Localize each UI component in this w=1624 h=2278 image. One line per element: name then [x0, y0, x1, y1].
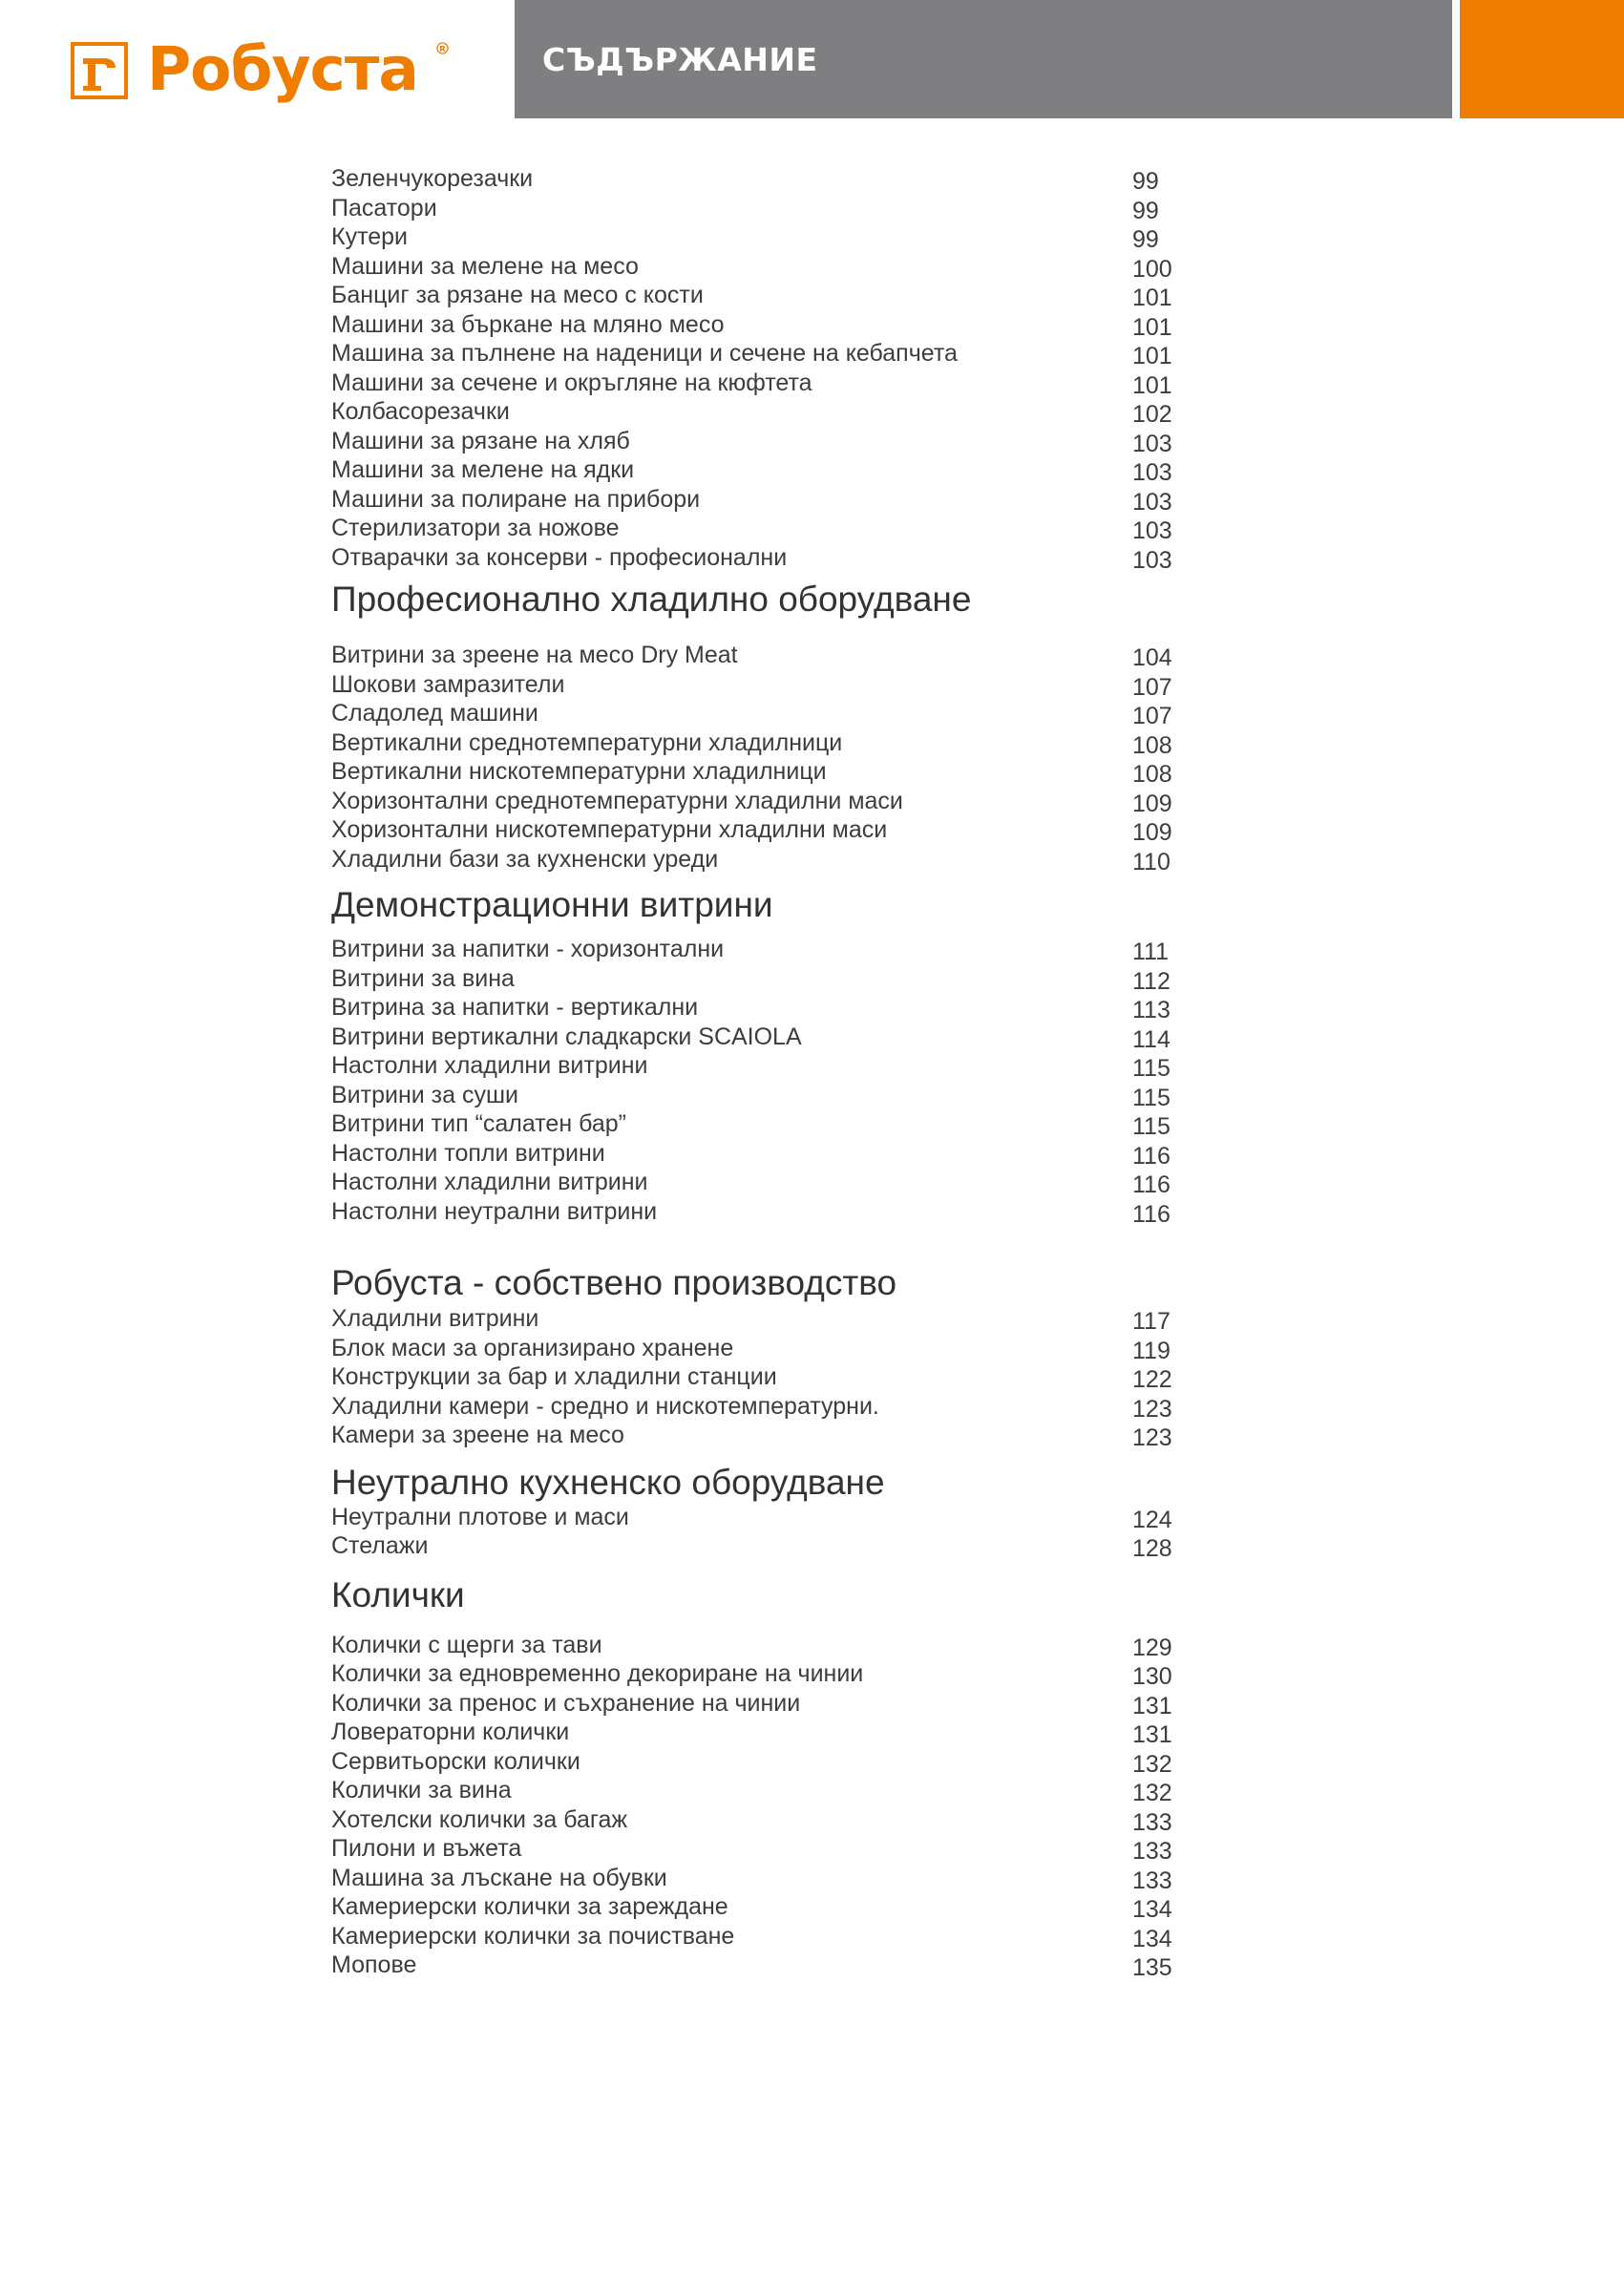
- toc-entry-page: 132: [1132, 1750, 1172, 1778]
- toc-entry-page: 110: [1132, 848, 1171, 875]
- toc-entry[interactable]: [331, 194, 1191, 223]
- toc-entry[interactable]: [331, 1951, 1191, 1980]
- toc-entry[interactable]: [331, 815, 1191, 845]
- toc-entry-title: Сладолед машини: [331, 700, 538, 727]
- toc-entry-title: Витрини вертикални сладкарски SCAIOLA: [331, 1023, 802, 1050]
- toc-entry-title: Хладилни камери - средно и нискотемпературни.: [331, 1392, 879, 1420]
- toc-entry-title: Колички за едновременно декориране на чинии: [331, 1660, 864, 1687]
- toc-entry[interactable]: [331, 1805, 1191, 1835]
- page-title: СЪДЪРЖАНИЕ: [542, 41, 818, 78]
- toc-entry-title: Конструкции за бар и хладилни станции: [331, 1363, 777, 1390]
- toc-entry-title: Витрини за суши: [331, 1081, 519, 1108]
- toc-entry-page: 103: [1132, 517, 1172, 544]
- toc-entry-title: Шокови замразители: [331, 670, 565, 698]
- toc-entry-title: Машини за мелене на месо: [331, 252, 639, 280]
- toc-entry-title: Хладилни бази за кухненски уреди: [331, 845, 719, 873]
- registered-mark-icon: [436, 42, 449, 54]
- toc-entry-page: 107: [1132, 703, 1172, 729]
- toc-entry[interactable]: [331, 728, 1191, 758]
- toc-entry-title: Колбасорезачки: [331, 398, 510, 425]
- toc-entry[interactable]: [331, 993, 1191, 1023]
- toc-entry-title: Витрини за напитки - хоризонтални: [331, 936, 725, 962]
- toc-entry[interactable]: [331, 641, 1191, 670]
- toc-entry[interactable]: [331, 1197, 1191, 1227]
- toc-entry[interactable]: [331, 670, 1191, 700]
- toc-entry-page: 130: [1132, 1663, 1172, 1690]
- toc-entry-title: Машина за лъскане на обувки: [331, 1864, 667, 1891]
- toc-entry[interactable]: [331, 1776, 1191, 1805]
- toc-entry-title: Машини за бъркане на мляно месо: [331, 310, 725, 338]
- section-heading: Колички: [331, 1574, 465, 1614]
- section-heading: Професионално хладилно оборудване: [331, 580, 972, 619]
- toc-entry-page: 135: [1132, 1954, 1172, 1981]
- toc-entry-page: 100: [1132, 255, 1172, 283]
- robusta-r-mark-icon: [71, 42, 128, 99]
- toc-entry-page: 108: [1132, 731, 1172, 759]
- toc-entry-title: Банциг за рязане на месо с кости: [331, 282, 704, 308]
- toc-entry-title: Настолни хладилни витрини: [331, 1052, 648, 1079]
- toc-entry-title: Колички за вина: [331, 1777, 512, 1803]
- logo: [71, 34, 462, 107]
- toc-entry[interactable]: [331, 1362, 1191, 1392]
- toc-entry-title: Зеленчукорезачки: [331, 165, 534, 192]
- toc-entry-page: 103: [1132, 546, 1172, 574]
- toc-entry[interactable]: [331, 1631, 1191, 1660]
- toc-entry-title: Хоризонтални нискотемпературни хладилни маси: [331, 816, 888, 843]
- toc-entry-page: 101: [1132, 285, 1172, 311]
- toc-entry-page: 99: [1132, 197, 1159, 224]
- toc-entry[interactable]: [331, 935, 1191, 964]
- toc-entry[interactable]: [331, 1689, 1191, 1719]
- toc-entry[interactable]: [331, 427, 1191, 456]
- toc-entry[interactable]: [331, 1718, 1191, 1747]
- toc-section: [331, 1575, 1191, 1980]
- toc-entry-page: 134: [1132, 1896, 1172, 1923]
- toc-entry-title: Машини за сечене и окръгляне на кюфтета: [331, 369, 812, 396]
- toc-entry-page: 124: [1132, 1506, 1172, 1533]
- toc-entry-page: 133: [1132, 1867, 1172, 1894]
- toc-entry-page: 101: [1132, 313, 1172, 341]
- toc-entry-page: 129: [1132, 1634, 1172, 1661]
- toc-entry-title: Стерилизатори за ножове: [331, 515, 620, 541]
- toc-entry-page: 117: [1132, 1308, 1171, 1335]
- toc-entry-page: 101: [1132, 343, 1172, 369]
- toc-entry-page: 134: [1132, 1925, 1172, 1952]
- toc-entry-page: 116: [1132, 1171, 1171, 1198]
- toc-entry-page: 104: [1132, 644, 1172, 671]
- section-heading: Демонстрационни витрини: [331, 885, 773, 924]
- toc-entry[interactable]: [331, 1168, 1191, 1197]
- toc-entry[interactable]: [331, 1503, 1191, 1532]
- toc-entry-page: 133: [1132, 1808, 1172, 1836]
- toc-entry[interactable]: [331, 455, 1191, 485]
- toc-entry-page: 111: [1132, 939, 1170, 965]
- toc-entry-title: Хладилни витрини: [331, 1305, 539, 1332]
- toc-entry-page: 103: [1132, 430, 1172, 457]
- toc-entry[interactable]: [331, 1922, 1191, 1951]
- toc-entry-title: Вертикални среднотемпературни хладилници: [331, 728, 843, 756]
- toc-entry-title: Колички с щерги за тави: [331, 1631, 602, 1658]
- toc-entry-page: 115: [1132, 1113, 1171, 1140]
- toc-entry[interactable]: [331, 757, 1191, 787]
- toc-entry-page: 102: [1132, 401, 1172, 428]
- toc-entry-title: Машини за мелене на ядки: [331, 456, 635, 483]
- toc-entry[interactable]: [331, 222, 1191, 252]
- toc-entry-page: 115: [1132, 1055, 1171, 1082]
- toc-entry[interactable]: [331, 1421, 1191, 1450]
- toc-entry-page: 99: [1132, 226, 1159, 253]
- toc-entry[interactable]: [331, 699, 1191, 728]
- toc-entry-page: 99: [1132, 168, 1159, 195]
- toc-entry-page: 103: [1132, 459, 1172, 486]
- toc-entry-title: Пасатори: [331, 194, 437, 221]
- section-heading: Неутрално кухненско оборудване: [331, 1462, 885, 1502]
- toc-entry-title: Настолни хладилни витрини: [331, 1169, 648, 1195]
- toc-entry-page: 122: [1132, 1366, 1172, 1393]
- toc-entry-title: Камериерски колички за почистване: [331, 1922, 735, 1950]
- toc-entry[interactable]: [331, 1659, 1191, 1689]
- toc-entry-title: Сервитьорски колички: [331, 1747, 580, 1775]
- toc-entry-page: 133: [1132, 1838, 1172, 1865]
- header-accent-block: [1460, 0, 1624, 118]
- toc-entry[interactable]: [331, 1747, 1191, 1777]
- toc-entry-title: Витрини за зреене на месо Dry Meat: [331, 642, 738, 668]
- toc-entry-page: 109: [1132, 790, 1172, 817]
- toc-entry-page: 116: [1132, 1200, 1171, 1228]
- toc-entry-title: Неутрални плотове и маси: [331, 1503, 629, 1530]
- toc-entry[interactable]: [331, 1834, 1191, 1864]
- toc-entry[interactable]: [331, 543, 1191, 573]
- toc-entry-title: Настолни топли витрини: [331, 1139, 605, 1167]
- toc-entry[interactable]: [331, 1892, 1191, 1922]
- toc-entry-title: Пилони и въжета: [331, 1835, 522, 1862]
- toc-entry[interactable]: [331, 485, 1191, 515]
- toc-entry-page: 101: [1132, 371, 1172, 399]
- toc-entry[interactable]: [331, 1051, 1191, 1081]
- toc-entry[interactable]: [331, 1392, 1191, 1422]
- toc-entry[interactable]: [331, 1023, 1191, 1052]
- toc-entry-page: 123: [1132, 1395, 1172, 1423]
- toc-entry-page: 115: [1132, 1084, 1171, 1111]
- toc-entry-title: Вертикални нискотемпературни хладилници: [331, 758, 827, 785]
- toc-entry-title: Колички за пренос и съхранение на чинии: [331, 1689, 801, 1717]
- toc-entry-title: Витрина за напитки - вертикални: [331, 994, 699, 1021]
- table-of-contents: [331, 164, 1191, 1980]
- toc-intro-group: [331, 164, 1191, 572]
- toc-entry[interactable]: [331, 252, 1191, 282]
- toc-entry[interactable]: [331, 514, 1191, 543]
- toc-entry-page: 108: [1132, 761, 1172, 788]
- toc-entry[interactable]: [331, 1531, 1191, 1561]
- toc-entry[interactable]: [331, 1304, 1191, 1334]
- toc-entry[interactable]: [331, 397, 1191, 427]
- toc-entry-title: Кутери: [331, 223, 409, 250]
- svg-text:R: R: [439, 43, 446, 53]
- section-heading: Робуста - собствено производство: [331, 1263, 897, 1302]
- toc-entry[interactable]: [331, 845, 1191, 875]
- toc-entry-title: Мопове: [331, 1951, 417, 1978]
- toc-entry[interactable]: [331, 1081, 1191, 1110]
- toc-entry-page: 119: [1132, 1337, 1171, 1364]
- toc-entry-title: Отварачки за консерви - професионални: [331, 543, 788, 571]
- toc-entry-title: Камериерски колички за зареждане: [331, 1893, 728, 1920]
- toc-entry[interactable]: [331, 1864, 1191, 1893]
- toc-entry[interactable]: [331, 1139, 1191, 1169]
- toc-entry[interactable]: [331, 281, 1191, 310]
- toc-entry[interactable]: [331, 787, 1191, 816]
- toc-entry-page: 131: [1132, 1692, 1172, 1719]
- toc-entry-page: 132: [1132, 1780, 1172, 1806]
- toc-entry-page: 123: [1132, 1424, 1172, 1451]
- toc-entry-title: Ловераторни колички: [331, 1719, 570, 1745]
- toc-section: [331, 1263, 1191, 1450]
- toc-entry-title: Камери за зреене на месо: [331, 1422, 624, 1448]
- toc-entry[interactable]: [331, 339, 1191, 369]
- toc-entry[interactable]: [331, 310, 1191, 340]
- toc-entry-title: Стелажи: [331, 1532, 429, 1559]
- toc-entry-page: 116: [1132, 1142, 1171, 1170]
- toc-entry-title: Витрини за вина: [331, 964, 515, 992]
- toc-entry[interactable]: [331, 964, 1191, 994]
- toc-section: [331, 580, 1191, 874]
- toc-entry-page: 107: [1132, 673, 1172, 701]
- toc-section: [331, 885, 1191, 1226]
- toc-entry-title: Машина за пълнене на наденици и сечене на кебапчета: [331, 340, 958, 367]
- toc-entry-page: 131: [1132, 1721, 1172, 1748]
- toc-entry-page: 114: [1132, 1025, 1171, 1053]
- toc-entry[interactable]: [331, 1334, 1191, 1363]
- toc-entry-title: Машини за рязане на хляб: [331, 427, 630, 454]
- toc-section: [331, 1463, 1191, 1561]
- toc-entry[interactable]: [331, 369, 1191, 398]
- toc-entry-title: Хоризонтални среднотемпературни хладилни маси: [331, 787, 903, 814]
- toc-entry-page: 112: [1132, 967, 1171, 995]
- toc-entry-title: Машини за полиране на прибори: [331, 485, 701, 513]
- toc-entry-page: 113: [1132, 997, 1171, 1023]
- toc-entry-title: Блок маси за организирано хранене: [331, 1334, 734, 1361]
- toc-entry-page: 103: [1132, 488, 1172, 516]
- toc-entry-title: Хотелски колички за багаж: [331, 1805, 628, 1833]
- toc-entry[interactable]: [331, 164, 1191, 194]
- toc-entry-page: 109: [1132, 819, 1172, 846]
- toc-entry-title: Настолни неутрални витрини: [331, 1197, 658, 1225]
- toc-entry-page: 128: [1132, 1535, 1172, 1562]
- toc-entry-title: Витрини тип “салатен бар”: [331, 1110, 626, 1137]
- toc-entry[interactable]: [331, 1109, 1191, 1139]
- logo-text: Робуста: [147, 34, 418, 104]
